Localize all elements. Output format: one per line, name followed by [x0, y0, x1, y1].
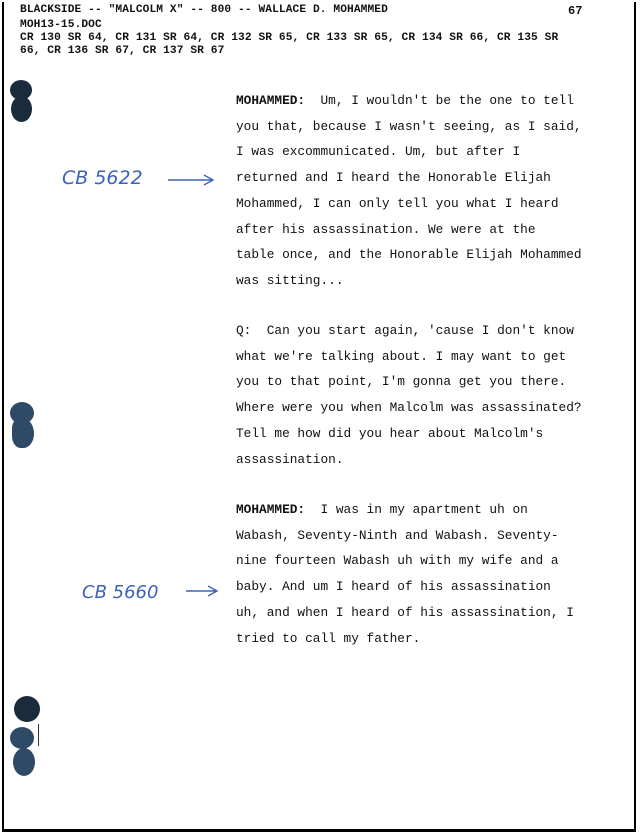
arrow-right-icon [168, 175, 213, 185]
punch-hole-mark [10, 727, 34, 749]
handwritten-annotation-cb5660 [80, 576, 230, 610]
page-number: 67 [568, 4, 583, 18]
transcript-line: table once, and the Honorable Elijah Mohammed [236, 247, 582, 263]
handwritten-annotation-cb5622 [60, 160, 220, 196]
punch-hole-mark [13, 748, 35, 776]
transcript-line: what we're talking about. I may want to get [236, 348, 567, 364]
speaker-label: Q: [236, 323, 252, 338]
header-reel-line-2: 66, CR 136 SR 67, CR 137 SR 67 [20, 45, 225, 57]
transcript-line: I was in my apartment uh on [320, 502, 528, 517]
transcript-line: Can you start again, 'cause I don't know [266, 323, 574, 338]
transcript-line: nine fourteen Wabash uh with my wife and a [236, 553, 559, 569]
transcript-line: Mohammed, I can only tell you what I heard [236, 195, 559, 211]
transcript-line: Tell me how did you hear about Malcolm's [236, 425, 544, 441]
transcript-block-2 [236, 318, 616, 472]
transcript-line: Where were you when Malcolm was assassinated? [236, 400, 582, 416]
transcript-line: after his assassination. We were at the [236, 221, 536, 237]
header-filename: MOH13-15.DOC [20, 19, 102, 31]
transcript-line: you that, because I wasn't seeing, as I said, [236, 118, 582, 134]
transcript-line: I was excommunicated. Um, but after I [236, 144, 521, 160]
punch-hole-mark [14, 696, 40, 722]
speaker-label: MOHAMMED: [236, 93, 306, 108]
arrow-right-icon [186, 586, 217, 596]
punch-hole-mark [12, 418, 34, 448]
scan-mark [38, 724, 39, 746]
transcript-line: tried to call my father. [236, 630, 421, 646]
speaker-label: MOHAMMED: [236, 502, 306, 517]
header-reel-line-1: CR 130 SR 64, CR 131 SR 64, CR 132 SR 65, CR 133 SR 65, CR 134 SR 66, CR 135 SR [20, 32, 559, 44]
transcript-line: Wabash, Seventy-Ninth and Wabash. Seventy- [236, 527, 559, 543]
annotation-text: CB 5660 [82, 582, 159, 603]
transcript-line: returned and I heard the Honorable Elijah [236, 170, 551, 186]
annotation-text: CB 5622 [62, 167, 143, 189]
transcript-line: uh, and when I heard of his assassination, I [236, 604, 574, 620]
transcript-line: assassination. [236, 451, 344, 467]
transcript-block-1 [236, 88, 616, 294]
transcript-line: baby. And um I heard of his assassination [236, 579, 551, 595]
punch-hole-mark [11, 96, 32, 122]
transcript-block-3 [236, 497, 616, 651]
transcript-line: Um, I wouldn't be the one to tell [320, 93, 574, 108]
transcript-line: you to that point, I'm gonna get you there. [236, 374, 567, 390]
header-title-line: BLACKSIDE -- "MALCOLM X" -- 800 -- WALLACE D. MOHAMMED [20, 4, 388, 16]
transcript-line: was sitting... [236, 272, 344, 288]
